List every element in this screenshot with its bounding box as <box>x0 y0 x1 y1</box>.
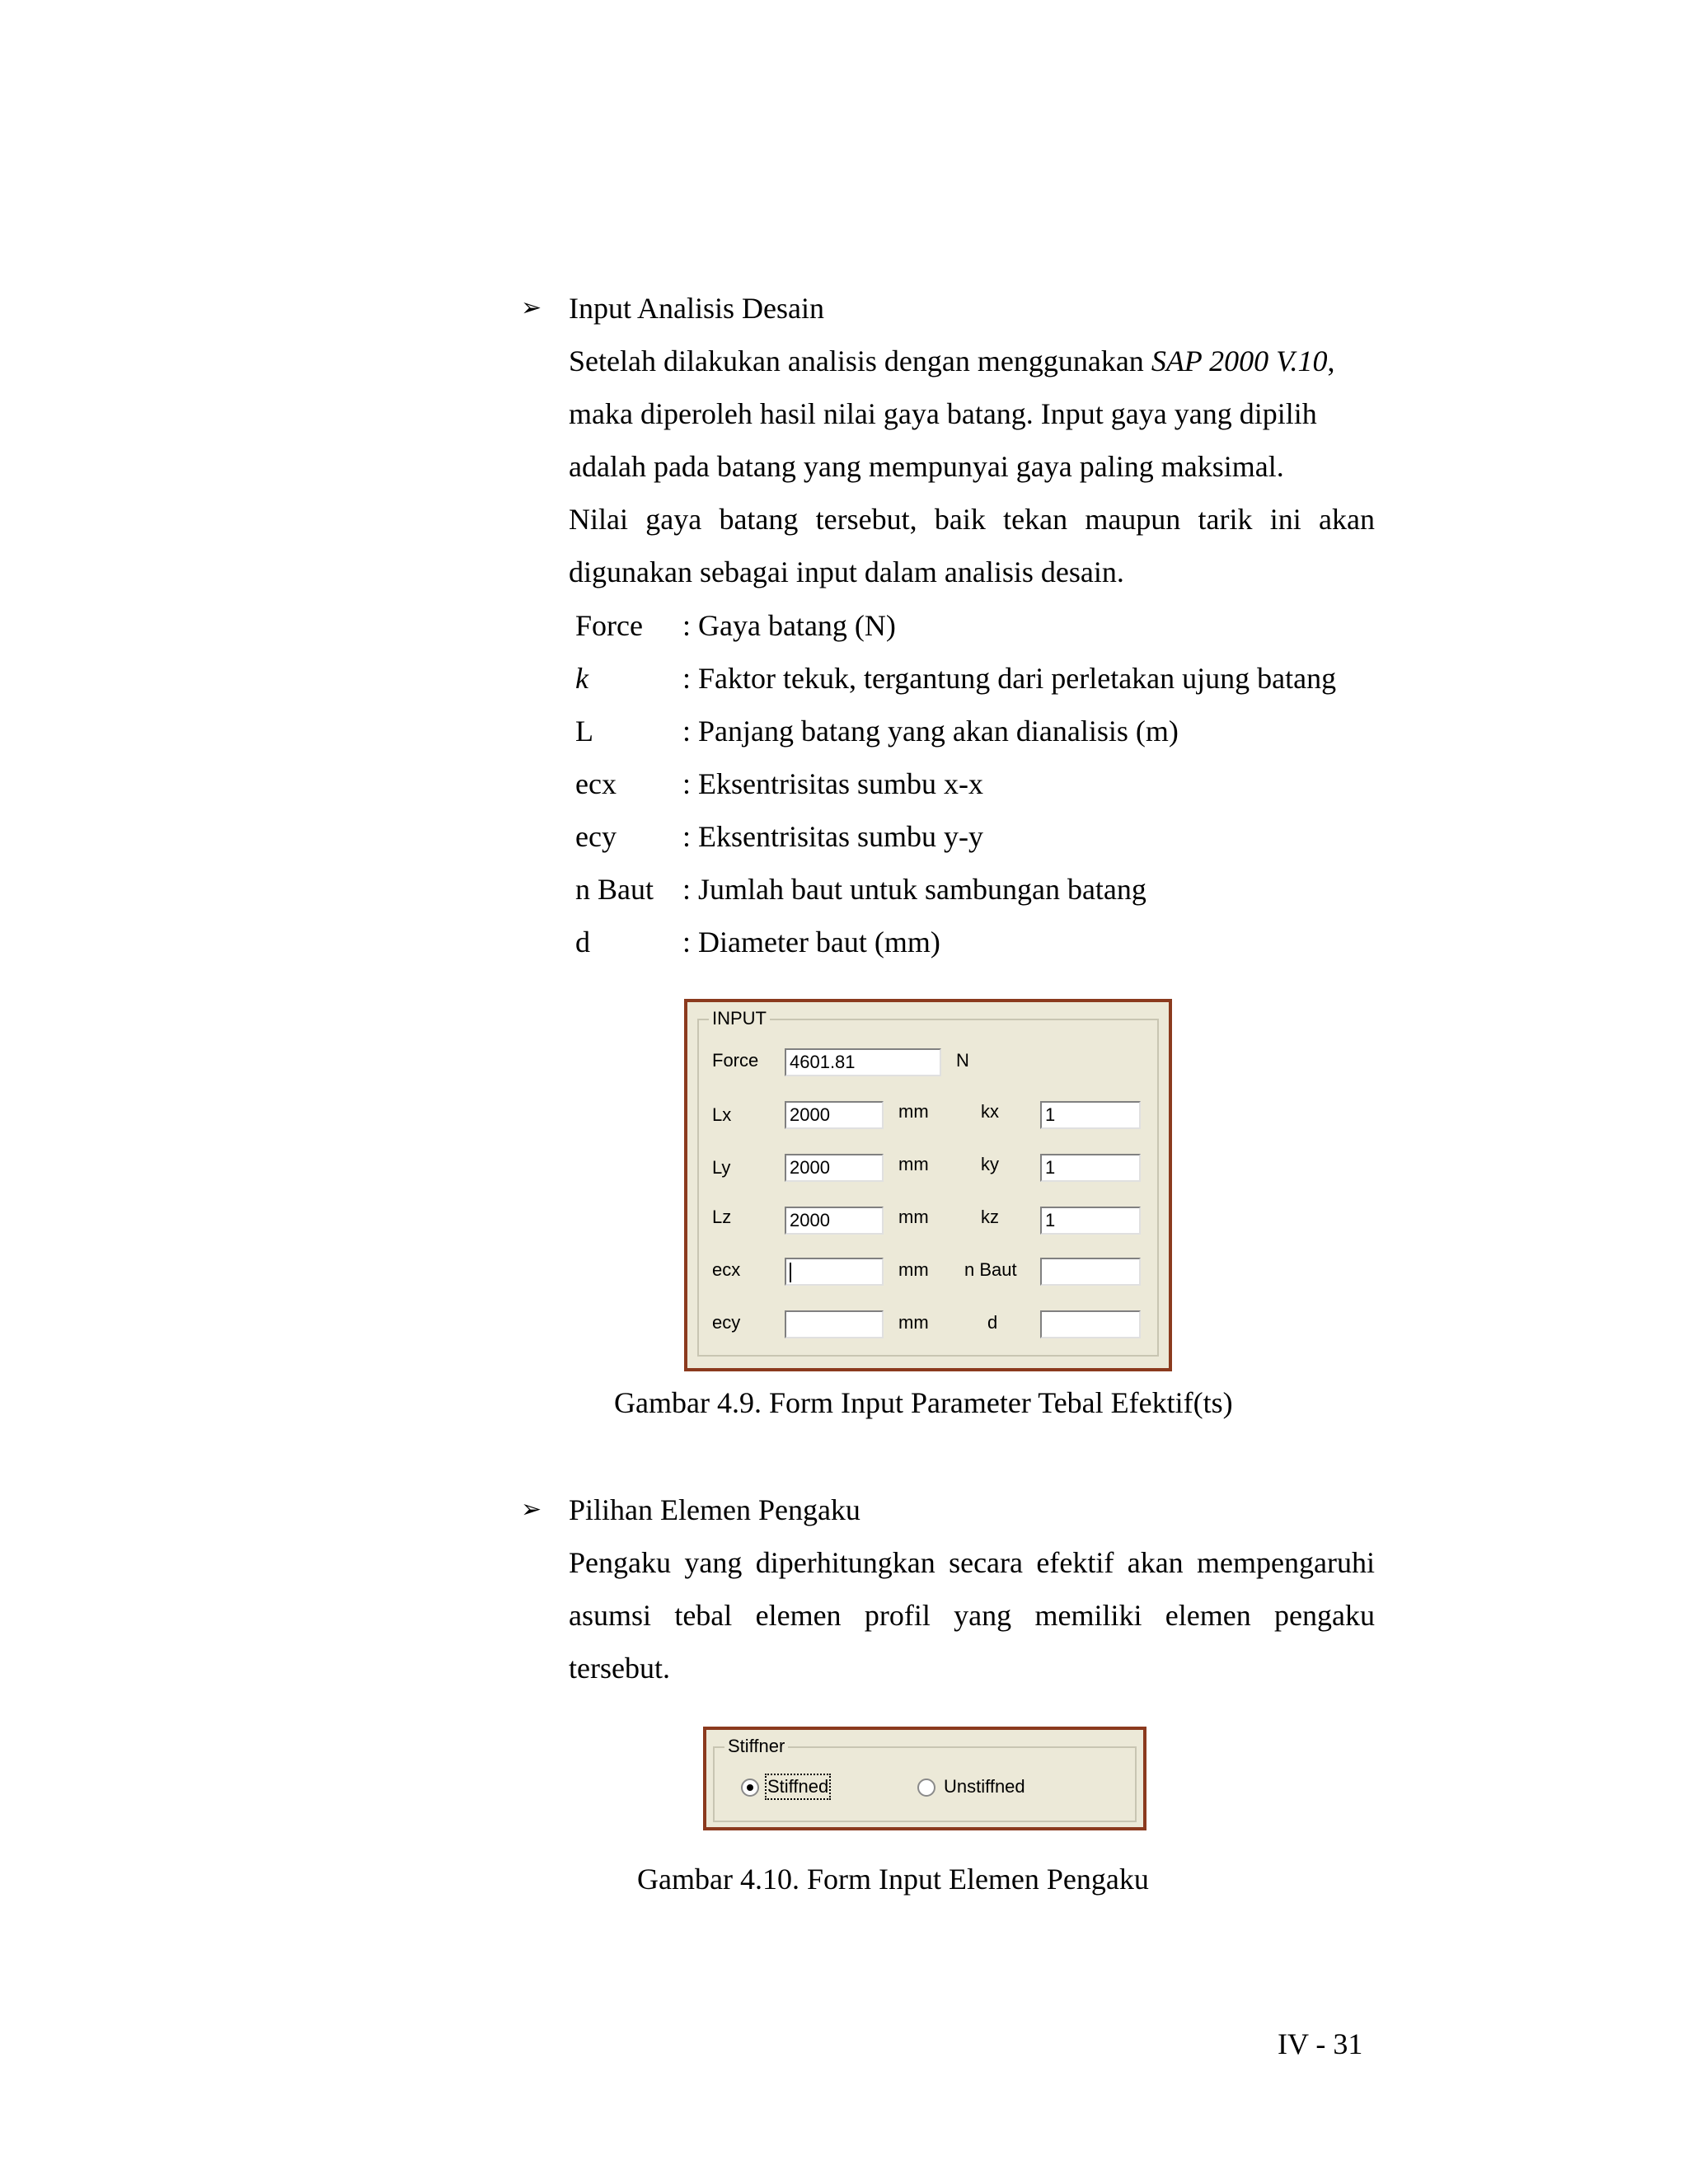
input-group-title: INPUT <box>709 1009 770 1029</box>
ly-label: Ly <box>712 1157 731 1178</box>
figure-caption: Gambar 4.9. Form Input Parameter Tebal Efektif(ts) <box>614 1386 1233 1419</box>
d-label: d <box>987 1312 998 1333</box>
paragraph-line: maka diperoleh hasil nilai gaya batang. Input gaya yang dipilih <box>569 397 1317 430</box>
ecx-label: ecx <box>712 1259 741 1280</box>
paragraph-line: Pengaku yang diperhitungkan secara efektif akan mempengaruhi <box>569 1546 1375 1579</box>
kz-label: kz <box>981 1207 999 1227</box>
definition-desc: : Gaya batang (N) <box>682 609 896 642</box>
definition-desc: : Panjang batang yang akan dianalisis (m) <box>682 715 1179 748</box>
definition-desc: : Eksentrisitas sumbu x-x <box>682 767 983 800</box>
bullet-icon: ➢ <box>521 294 542 321</box>
paragraph-line: Nilai gaya batang tersebut, baik tekan maupun tarik ini akan <box>569 503 1375 536</box>
radio-unstiffned-label[interactable]: Unstiffned <box>944 1776 1025 1797</box>
radio-selected-dot <box>747 1784 753 1791</box>
paragraph-text: Setelah dilakukan analisis dengan menggunakan <box>569 344 1151 377</box>
definition-term: n Baut <box>575 873 654 906</box>
definition-desc: : Jumlah baut untuk sambungan batang <box>682 873 1146 906</box>
ecy-input[interactable] <box>785 1310 884 1338</box>
paragraph-text: , <box>1327 344 1335 377</box>
section-heading-pilihan-elemen: Pilihan Elemen Pengaku <box>569 1493 860 1526</box>
definition-term: k <box>575 662 588 695</box>
ky-input[interactable]: 1 <box>1040 1154 1141 1182</box>
figure-caption: Gambar 4.10. Form Input Elemen Pengaku <box>637 1863 1149 1896</box>
definition-term: ecy <box>575 820 617 853</box>
d-input[interactable] <box>1040 1310 1141 1338</box>
paragraph-line: digunakan sebagai input dalam analisis desain. <box>569 555 1124 588</box>
nbaut-label: n Baut <box>964 1259 1017 1280</box>
ly-unit-label: mm <box>898 1154 929 1174</box>
radio-stiffned-label[interactable]: Stiffned <box>767 1776 829 1797</box>
ecx-unit-label: mm <box>898 1259 929 1280</box>
software-name: SAP 2000 V.10 <box>1151 344 1328 377</box>
force-unit-label: N <box>956 1050 969 1071</box>
nbaut-input[interactable] <box>1040 1258 1141 1286</box>
lz-unit-label: mm <box>898 1207 929 1227</box>
lx-label: Lx <box>712 1104 732 1125</box>
kz-input[interactable]: 1 <box>1040 1207 1141 1235</box>
definition-desc: : Faktor tekuk, tergantung dari perletakan ujung batang <box>682 662 1337 695</box>
definition-term: L <box>575 715 593 748</box>
paragraph-line: asumsi tebal elemen profil yang memiliki elemen pengaku <box>569 1599 1375 1632</box>
stiffner-form-panel <box>703 1727 1146 1830</box>
lz-input[interactable]: 2000 <box>785 1207 884 1235</box>
text-cursor <box>790 1263 791 1282</box>
page-number: IV - 31 <box>1278 2027 1363 2060</box>
kx-label: kx <box>981 1101 999 1122</box>
definition-term: d <box>575 926 590 958</box>
definition-desc: : Eksentrisitas sumbu y-y <box>682 820 983 853</box>
lz-label: Lz <box>712 1207 732 1227</box>
paragraph-line: tersebut. <box>569 1652 670 1685</box>
definition-desc: : Diameter baut (mm) <box>682 926 940 958</box>
input-form-panel <box>684 999 1172 1371</box>
force-label: Force <box>712 1050 759 1071</box>
ecx-input[interactable] <box>785 1258 884 1286</box>
definition-term: Force <box>575 609 643 642</box>
radio-unstiffned[interactable] <box>917 1779 935 1797</box>
radio-stiffned[interactable] <box>741 1779 759 1797</box>
ecy-label: ecy <box>712 1312 741 1333</box>
section-heading-input-analisis: Input Analisis Desain <box>569 292 824 325</box>
ecy-unit-label: mm <box>898 1312 929 1333</box>
kx-input[interactable]: 1 <box>1040 1101 1141 1129</box>
ky-label: ky <box>981 1154 999 1174</box>
force-input[interactable]: 4601.81 <box>785 1048 941 1076</box>
lx-unit-label: mm <box>898 1101 929 1122</box>
paragraph-line <box>569 344 1335 377</box>
paragraph-line: adalah pada batang yang mempunyai gaya paling maksimal. <box>569 450 1284 483</box>
stiffner-group-title: Stiffner <box>724 1736 788 1756</box>
lx-input[interactable]: 2000 <box>785 1101 884 1129</box>
ly-input[interactable]: 2000 <box>785 1154 884 1182</box>
bullet-icon: ➢ <box>521 1496 542 1523</box>
definition-term: ecx <box>575 767 617 800</box>
